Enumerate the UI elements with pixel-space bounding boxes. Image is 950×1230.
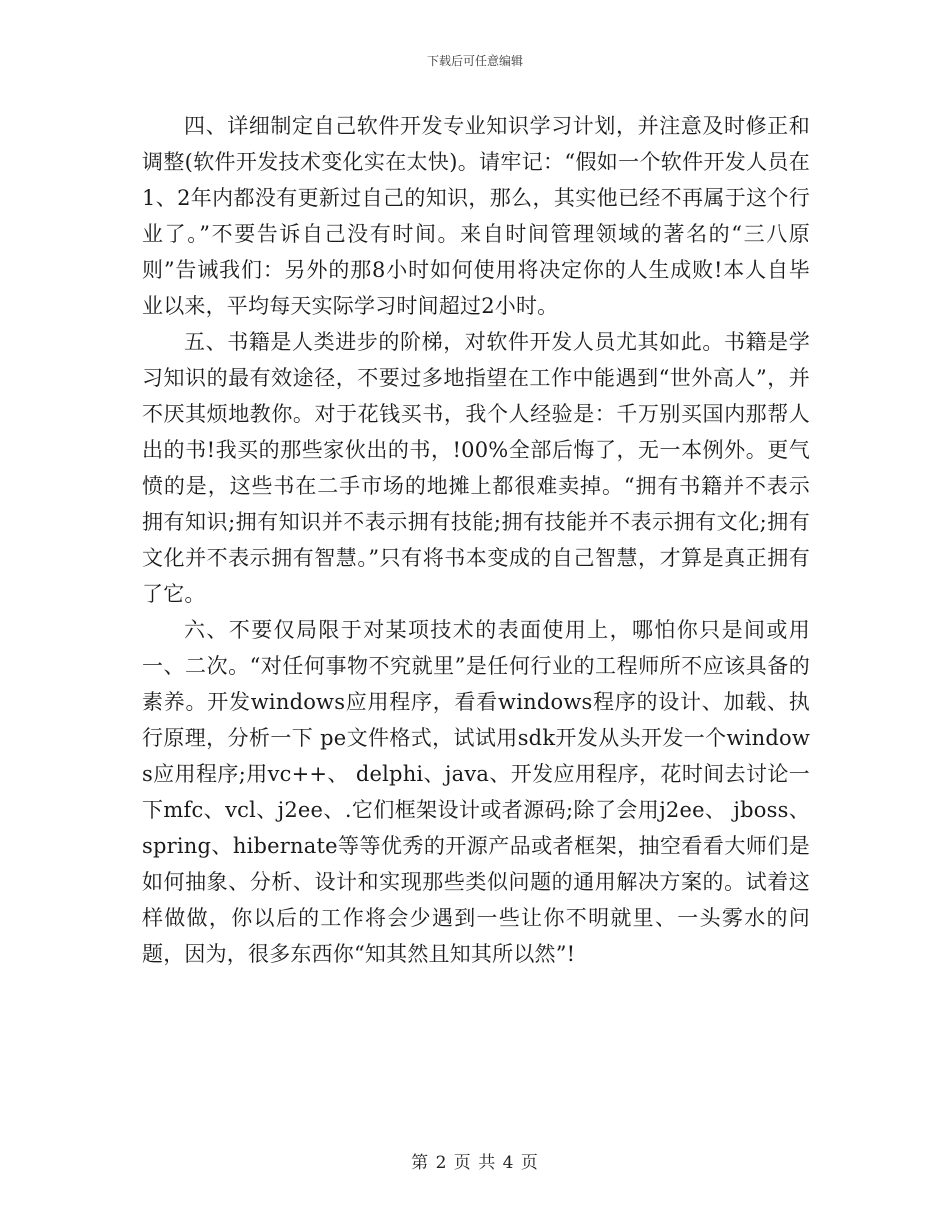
document-body [142,108,810,972]
page-header: 下载后可任意编辑 [426,54,523,68]
paragraph-5: 五、书籍是人类进步的阶梯，对软件开发人员尤其如此。书籍是学习知识的最有效途径，不要过多地指望在工作中能遇到“世外高人”，并不厌其烦地教你。对于花钱买书，我个人经验是：千万别买国内那帮人出的书!我买的那些家伙出的书，!00%全部后悔了，无一本例外。更气愤的是，这些书在二手市场的地摊上都很难卖掉。“拥有书籍并不表示拥有知识;拥有知识并不表示拥有技能;拥有技能并不表示拥有文化;拥有文化并不表示拥有智慧。”只有将书本变成的自己智慧，才算是真正拥有了它。 [142,330,810,606]
paragraph-4: 四、详细制定自己软件开发专业知识学习计划，并注意及时修正和调整(软件开发技术变化实在太快)。请牢记：“假如一个软件开发人员在1、2年内都没有更新过自己的知识，那么，其实他已经不再属于这个行业了。”不要告诉自己没有时间。来自时间管理领域的著名的“三八原则”告诫我们：另外的那8小时如何使用将决定你的人生成败!本人自毕业以来，平均每天实际学习时间超过2小时。 [142,114,810,318]
paragraph-6: 六、不要仅局限于对某项技术的表面使用上，哪怕你只是间或用一、二次。“对任何事物不究就里”是任何行业的工程师所不应该具备的素养。开发windows应用程序，看看windows程序的设计、加载、执行原理，分析一下 pe文件格式，试试用sdk开发从头开发一个windows应用程序;用vc++、 delphi、java、开发应用程序，花时间去讨论一下mfc、vcl、j2ee、.它们框架设计或者源码;除了会用j2ee、 jboss、spring、hibernate等等优秀的开源产品或者框架，抽空看看大师们是如何抽象、分析、设计和实现那些类似问题的通用解决方案的。试着这样做做，你以后的工作将会少遇到一些让你不明就里、一头雾水的问题，因为，很多东西你“知其然且知其所以然”! [142,618,810,966]
page-number: 第 2 页 共 4 页 [411,1153,539,1173]
